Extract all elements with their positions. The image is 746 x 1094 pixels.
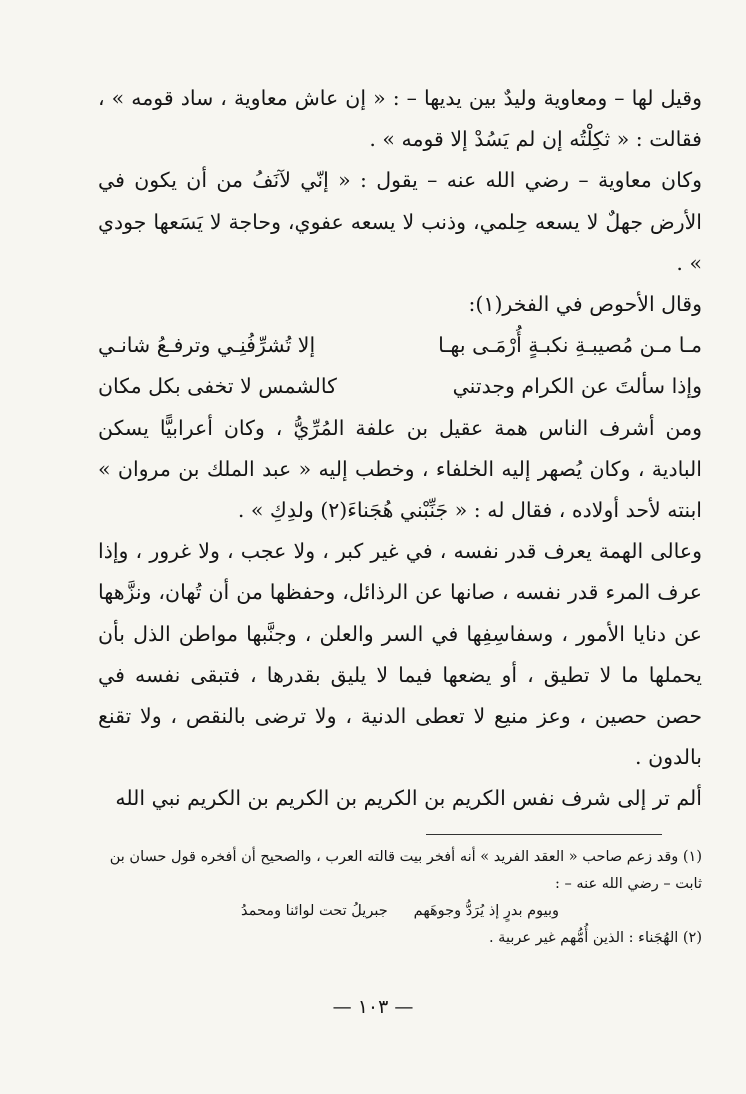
verse-1-second-hemistich: إلا تُشرِّفُنِـي وترفـعُ شانـي <box>98 333 316 358</box>
verse-2-first-hemistich: وإذا سألتَ عن الكرام وجدتني <box>452 374 702 399</box>
paragraph-4: ومن أشرف الناس همة عقيل بن علفة المُرِّيُّ ، وكان أعرابيًّا يسكن البادية ، وكان يُصهر إليه الخلفاء ، وخطب إليه « عبد الملك بن مروان » ابنته لأحد أولاده ، فقال له : « جَنِّبْني هُجَناءَ(٢) ولدِكِ » . <box>98 415 702 523</box>
page-number: — ١٠٣ — <box>332 996 414 1018</box>
paragraph-6: ألم تر إلى شرف نفس الكريم بن الكريم بن الكريم بن الكريم نبي الله <box>115 786 702 811</box>
verse-1-first-hemistich: مـا مـن مُصيبـةِ نكبـةٍ أُرْمَـى بهـا <box>438 333 702 358</box>
poem-verse-2 <box>98 366 702 407</box>
verse-2-second-hemistich: كالشمس لا تخفى بكل مكان <box>98 374 337 399</box>
footnote-verse-second-hemistich: جبريلُ تحت لوائنا ومحمدُ <box>240 903 388 919</box>
footnote-2: (٢) الهُجَناء : الذين أُمُّهم غير عربية . <box>488 930 702 946</box>
footnote-1: (١) وقد زعم صاحب « العقد الفريد » أنه أفخر بيت قالته العرب ، والصحيح أن أفخره قول حسان بن ثابت – رضي الله عنه – : <box>109 849 702 892</box>
footnotes <box>98 844 702 952</box>
poem-verse-1 <box>98 325 702 366</box>
main-text <box>98 78 702 820</box>
paragraph-5: وعالى الهمة يعرف قدر نفسه ، في غير كبر ، ولا عجب ، ولا غرور ، وإذا عرف المرء قدر نفسه ، صانها عن الرذائل، وحفظها من أن تُهان، ونزَّهها عن دنايا الأمور ، وسفاسِفِها في السر والعلن ، وجنَّبها مواطن الذل بأن يحملها ما لا تطيق ، أو يضعها فيما لا يليق بقدرها ، فتبقى نفسه في حصن حصين ، وعز منيع لا تعطى الدنية ، ولا ترضى بالنقص ، ولا تقنع بالدون . <box>98 539 702 770</box>
paragraph-2: وكان معاوية – رضي الله عنه – يقول : « إنّي لآنَفُ من أن يكون في الأرض جهلٌ لا يسعه حِلمي، وذنب لا يسعه عفوي، وحاجة لا يَسَعها جودي » . <box>98 168 702 275</box>
paragraph-3: وقال الأحوص في الفخر(١): <box>468 292 702 317</box>
footnote-verse-first-hemistich: وبيوم بدرٍ إذ يُرَدُّ وجوهَهم <box>413 903 560 919</box>
paragraph-1: وقيل لها – ومعاوية وليدٌ بين يديها – : « إن عاش معاوية ، ساد قومه » ، فقالت : « ثكِلْتُه إن لم يَسُدْ إلا قومه » . <box>98 86 702 152</box>
footnote-divider <box>426 834 662 835</box>
footnote-1-verse <box>98 898 702 925</box>
